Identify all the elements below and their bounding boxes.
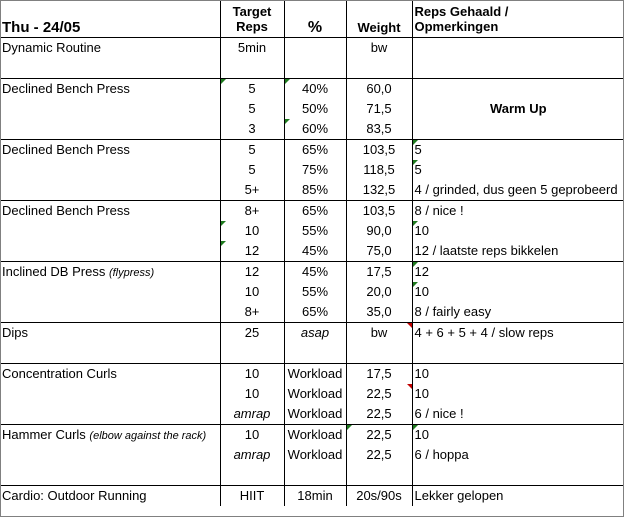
pct-cell[interactable]: 65% (284, 140, 346, 161)
exercise-cell[interactable]: Concentration Curls (0, 364, 220, 385)
weight-cell[interactable] (346, 343, 412, 364)
pct-cell[interactable]: 65% (284, 201, 346, 222)
note-cell[interactable]: 8 / nice ! (412, 201, 624, 222)
exercise-cell[interactable]: Declined Bench Press (0, 140, 220, 161)
exercise-cell[interactable]: Dips (0, 323, 220, 344)
weight-cell[interactable]: 103,5 (346, 140, 412, 161)
weight-cell[interactable]: 17,5 (346, 262, 412, 283)
exercise-cell[interactable] (0, 343, 220, 364)
reps-cell[interactable]: amrap (220, 445, 284, 465)
weight-cell[interactable]: 17,5 (346, 364, 412, 385)
notes-label: Reps Gehaald / Opmerkingen (414, 3, 509, 34)
note-cell[interactable]: 8 / fairly easy (414, 304, 492, 319)
exercise-cell[interactable] (0, 99, 220, 119)
note-cell[interactable]: 10 (412, 425, 624, 446)
weight-cell[interactable]: 20,0 (346, 282, 412, 302)
note-cell[interactable]: 4 / grinded, dus geen 5 geprobeerd (414, 182, 618, 197)
reps-cell[interactable] (220, 58, 284, 79)
note-cell[interactable] (412, 465, 624, 486)
reps-cell[interactable]: HIIT (220, 486, 284, 507)
exercise-cell[interactable] (0, 302, 220, 323)
table-row (0, 180, 624, 201)
pct-cell[interactable] (284, 465, 346, 486)
pct-cell[interactable]: 75% (284, 160, 346, 180)
pct-cell[interactable]: Workload (284, 445, 346, 465)
reps-cell[interactable]: 12 (220, 241, 284, 262)
weight-cell[interactable]: 20s/90s (346, 486, 412, 507)
note-cell[interactable]: 5 (412, 160, 624, 180)
weight-cell[interactable]: 90,0 (346, 221, 412, 241)
pct-cell[interactable]: Workload (284, 364, 346, 385)
weight-cell[interactable]: 22,5 (346, 425, 412, 446)
exercise-cell[interactable] (0, 425, 220, 446)
exercise-cell[interactable] (0, 160, 220, 180)
reps-cell[interactable]: 5 (220, 99, 284, 119)
exercise-label: Inclined DB Press (2, 263, 106, 279)
weight-cell[interactable]: bw (346, 38, 412, 59)
weight-cell[interactable]: 22,5 (346, 445, 412, 465)
reps-cell[interactable]: 10 (220, 364, 284, 385)
reps-cell[interactable]: 5 (220, 79, 284, 100)
weight-cell[interactable]: 22,5 (346, 384, 412, 404)
reps-cell[interactable]: amrap (220, 404, 284, 425)
table-row (0, 160, 624, 180)
exercise-cell[interactable]: Declined Bench Press (0, 79, 220, 100)
date-header[interactable]: Thu - 24/05 (0, 0, 220, 38)
pct-cell[interactable]: 45% (284, 241, 346, 262)
table-row (0, 302, 624, 323)
table-row (0, 384, 624, 404)
reps-cell[interactable]: 8+ (220, 302, 284, 323)
pct-cell[interactable]: 65% (284, 302, 346, 323)
note-cell[interactable] (412, 58, 624, 79)
percent-header[interactable]: % (284, 0, 346, 38)
pct-cell[interactable]: 45% (284, 262, 346, 283)
reps-cell[interactable] (220, 343, 284, 364)
reps-cell[interactable]: 5+ (220, 180, 284, 201)
weight-cell[interactable]: 35,0 (346, 302, 412, 323)
weight-cell[interactable]: 75,0 (346, 241, 412, 262)
reps-cell[interactable]: 12 (220, 262, 284, 283)
table-row (0, 425, 624, 446)
notes-header[interactable] (412, 0, 624, 38)
exercise-cell[interactable] (0, 445, 220, 465)
weight-cell[interactable]: bw (346, 323, 412, 344)
exercise-cell[interactable] (0, 404, 220, 425)
reps-cell[interactable]: 3 (220, 119, 284, 140)
table-row (0, 282, 624, 302)
reps-cell[interactable]: 25 (220, 323, 284, 344)
reps-cell[interactable]: 10 (220, 384, 284, 404)
weight-cell[interactable]: 118,5 (346, 160, 412, 180)
table-row (0, 404, 624, 425)
exercise-cell[interactable] (0, 282, 220, 302)
note-cell[interactable]: 10 (412, 282, 624, 302)
pct-cell[interactable]: 40% (284, 79, 346, 100)
pct-cell[interactable]: 85% (284, 180, 346, 201)
note-cell[interactable]: 10 (412, 221, 624, 241)
exercise-cell[interactable]: Declined Bench Press (0, 201, 220, 222)
exercise-annotation: (elbow against the rack) (89, 429, 207, 442)
weight-cell[interactable]: 71,5 (346, 99, 412, 119)
table-row (0, 343, 624, 364)
reps-cell[interactable]: 5 (220, 160, 284, 180)
pct-cell[interactable] (284, 38, 346, 59)
exercise-cell[interactable] (0, 221, 220, 241)
note-cell[interactable]: 10 (412, 364, 624, 385)
table-row (0, 221, 624, 241)
reps-cell[interactable]: 8+ (220, 201, 284, 222)
note-cell[interactable]: 10 (414, 386, 429, 401)
exercise-cell[interactable] (0, 58, 220, 79)
pct-cell[interactable]: 60% (284, 119, 346, 140)
target-reps-header[interactable] (220, 0, 284, 38)
weight-cell[interactable]: 83,5 (346, 119, 412, 140)
note-cell[interactable]: Lekker gelopen (412, 486, 624, 507)
table-row (0, 364, 624, 385)
note-cell[interactable]: 12 (412, 262, 624, 283)
exercise-cell[interactable] (0, 119, 220, 140)
pct-cell[interactable]: Workload (284, 425, 346, 446)
table-row (0, 38, 624, 59)
table-row (0, 140, 624, 161)
note-cell[interactable]: 12 / laatste reps bikkelen (414, 243, 559, 258)
weight-cell[interactable]: 132,5 (346, 180, 412, 201)
pct-cell[interactable] (284, 343, 346, 364)
pct-cell[interactable]: 18min (284, 486, 346, 507)
exercise-cell[interactable] (0, 180, 220, 201)
note-cell[interactable]: 5 (412, 140, 624, 161)
warmup-label[interactable]: Warm Up (412, 79, 624, 140)
pct-cell[interactable]: Workload (284, 404, 346, 425)
exercise-annotation: (flypress) (108, 266, 155, 279)
table-row (0, 262, 624, 283)
note-cell[interactable]: 4 + 6 + 5 + 4 / slow reps (412, 323, 624, 344)
table-row (0, 201, 624, 222)
exercise-cell[interactable] (0, 241, 220, 262)
table-row (0, 486, 624, 507)
note-cell[interactable] (412, 343, 624, 364)
exercise-cell[interactable] (0, 262, 220, 283)
exercise-label: Hammer Curls (2, 426, 86, 442)
reps-cell[interactable]: 5min (220, 38, 284, 59)
reps-cell[interactable] (220, 465, 284, 486)
table-row (0, 241, 624, 262)
exercise-cell[interactable]: Dynamic Routine (0, 38, 220, 59)
note-cell[interactable]: 6 / nice ! (414, 406, 464, 421)
note-cell[interactable]: 6 / hoppa (414, 447, 469, 462)
table-row (0, 445, 624, 465)
table-row (0, 465, 624, 486)
reps-cell[interactable]: 10 (220, 282, 284, 302)
reps-cell[interactable]: 10 (220, 221, 284, 241)
table-row (0, 79, 624, 100)
note-cell[interactable] (412, 38, 624, 59)
reps-cell[interactable]: 5 (220, 140, 284, 161)
pct-cell[interactable]: Workload (284, 384, 346, 404)
weight-cell[interactable]: 22,5 (346, 404, 412, 425)
weight-cell[interactable]: 103,5 (346, 201, 412, 222)
pct-cell[interactable]: 50% (284, 99, 346, 119)
table-row (0, 58, 624, 79)
exercise-cell[interactable]: Cardio: Outdoor Running (0, 486, 220, 507)
target-reps-label: Target Reps (232, 3, 272, 34)
exercise-cell[interactable] (0, 465, 220, 486)
weight-cell[interactable] (346, 58, 412, 79)
pct-cell[interactable]: 55% (284, 282, 346, 302)
reps-cell[interactable]: 10 (220, 425, 284, 446)
table-row (0, 323, 624, 344)
pct-cell[interactable] (284, 58, 346, 79)
header-row (0, 0, 624, 38)
pct-cell[interactable]: asap (284, 323, 346, 344)
pct-cell[interactable]: 55% (284, 221, 346, 241)
weight-cell[interactable] (346, 465, 412, 486)
weight-header[interactable]: Weight (346, 0, 412, 38)
weight-cell[interactable]: 60,0 (346, 79, 412, 100)
exercise-cell[interactable] (0, 384, 220, 404)
